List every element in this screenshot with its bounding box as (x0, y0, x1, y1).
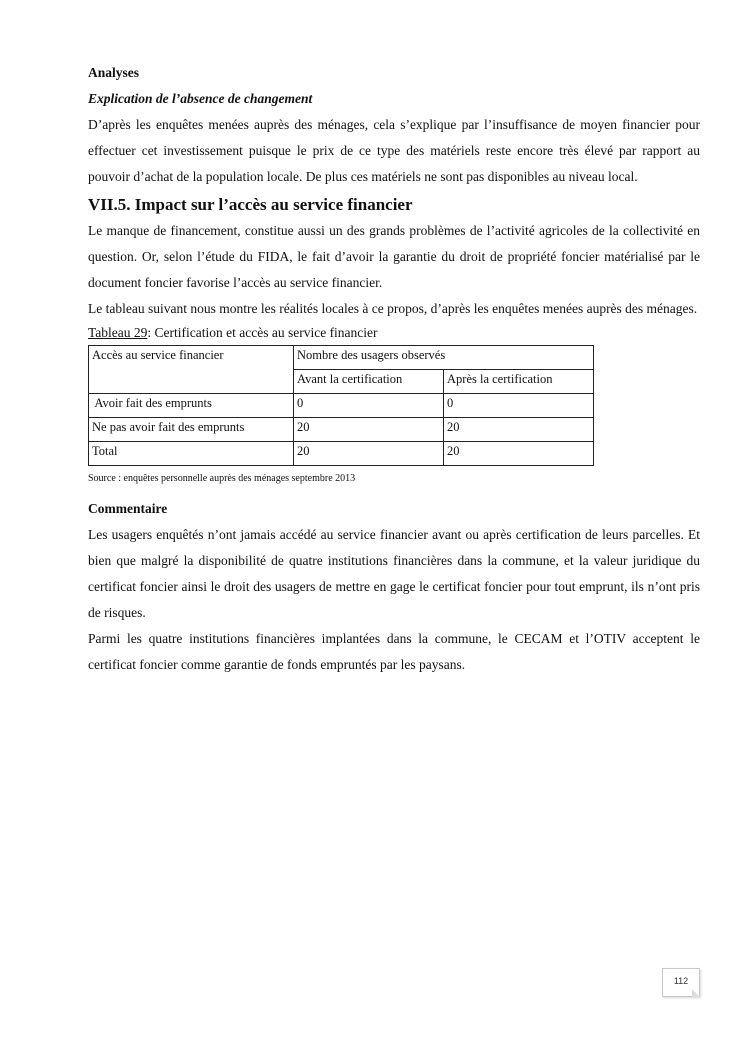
analyses-heading: Analyses (88, 65, 140, 80)
commentary-title: Commentaire (88, 501, 168, 516)
row-label: Avoir fait des emprunts (89, 394, 294, 418)
row-before: 0 (294, 394, 444, 418)
row-label: Ne pas avoir fait des emprunts (89, 418, 294, 442)
section-paragraph-1: Le manque de financement, constitue aussi un des grands problèmes de l’activité agricoles de la collectivité en question. Or, selon l’étude du FIDA, le fait d’avoir la garantie du droit de propriété foncier matérialisé par le document foncier favorise l’accès au service financier. (88, 223, 700, 290)
header-after: Après la certification (444, 370, 594, 394)
page-number: 112 (673, 976, 689, 986)
analyses-paragraph: D’après les enquêtes menées auprès des ménages, cela s’explique par l’insuffisance de moyen financier pour effectuer cet investissement puisque le prix de ce type des matériels reste encore très élevé par rapport au pouvoir d’achat de la population locale. De plus ces matériels ne sont pas disponibles au niveau local. (88, 117, 700, 184)
header-before: Avant la certification (294, 370, 444, 394)
row-before: 20 (294, 418, 444, 442)
header-access: Accès au service financier (89, 346, 294, 394)
row-after: 0 (444, 394, 594, 418)
table-caption-label: Tableau 29 (88, 325, 148, 340)
page-number-box (662, 968, 700, 997)
table-header-row (89, 346, 594, 370)
header-group: Nombre des usagers observés (294, 346, 594, 370)
table-caption (88, 322, 700, 344)
table-row (89, 442, 594, 466)
table-caption-text: : Certification et accès au service financier (147, 325, 378, 340)
analyses-subheading: Explication de l’absence de changement (88, 91, 313, 106)
document-page (88, 60, 700, 678)
table-source: Source : enquêtes personnelle auprès des ménages septembre 2013 (88, 473, 356, 484)
table-row (89, 394, 594, 418)
commentary-paragraph-2: Parmi les quatre institutions financières implantées dans la commune, le CECAM et l’OTIV acceptent le certificat foncier comme garantie de fonds empruntés par les paysans. (88, 631, 700, 672)
page-curl-icon (692, 989, 700, 997)
table-row (89, 418, 594, 442)
section-paragraph-2: Le tableau suivant nous montre les réalités locales à ce propos, d’après les enquêtes menées auprès des ménages. (88, 301, 698, 316)
row-after: 20 (444, 442, 594, 466)
row-label: Total (89, 442, 294, 466)
section-title: VII.5. Impact sur l’accès au service financier (88, 195, 413, 214)
commentary-paragraph-1: Les usagers enquêtés n’ont jamais accédé au service financier avant ou après certification de leurs parcelles. Et bien que malgré la disponibilité de quatre institutions financières dans la commune, et la valeur juridique du certificat foncier ainsi le droit des usagers de mettre en gage le certificat foncier pour tout emprunt, ils n’ont pris de risques. (88, 527, 700, 620)
certification-table (88, 345, 594, 466)
row-after: 20 (444, 418, 594, 442)
row-before: 20 (294, 442, 444, 466)
